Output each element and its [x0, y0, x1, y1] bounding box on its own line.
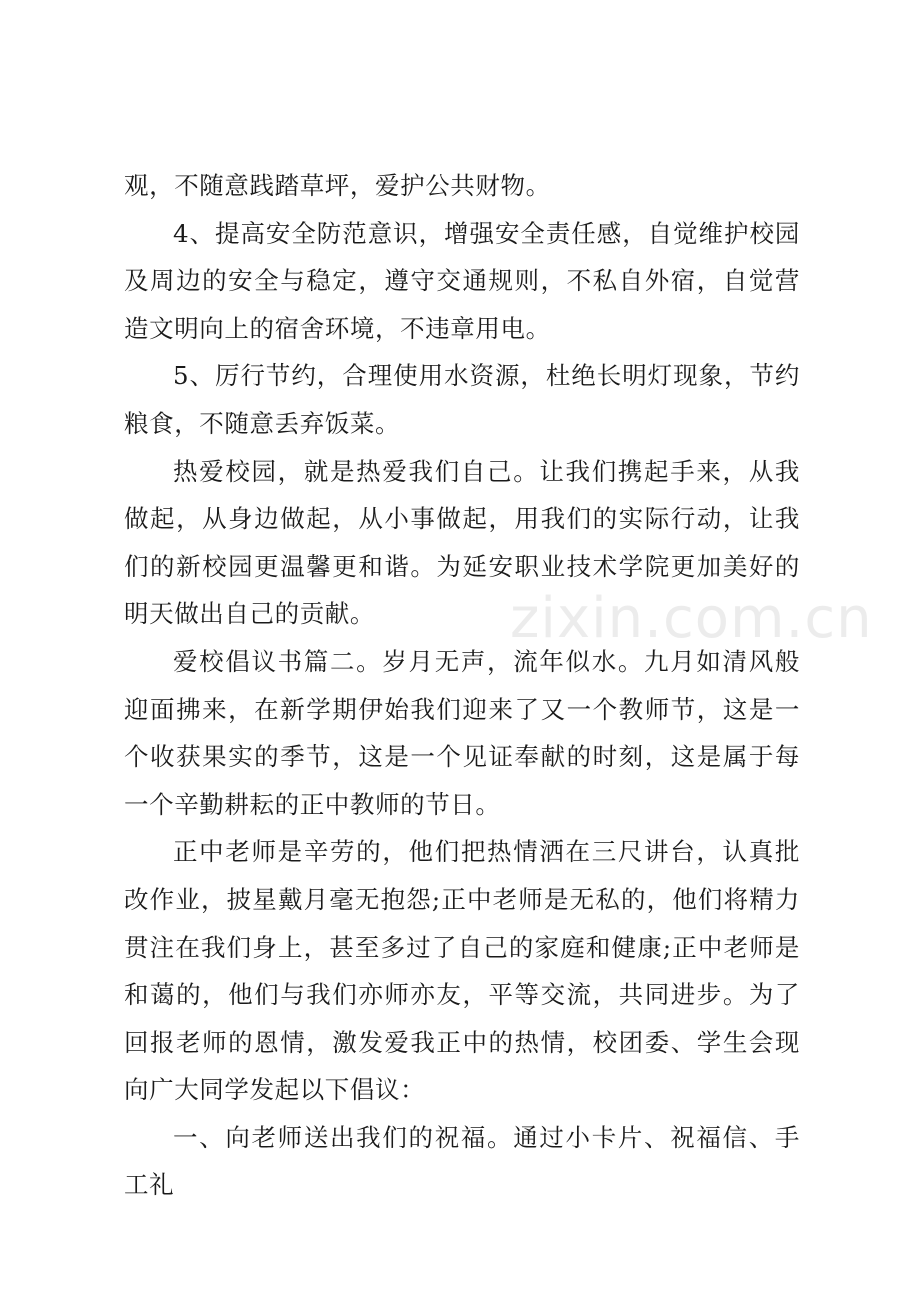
paragraph-2: 4、提高安全防范意识，增强安全责任感，自觉维护校园及周边的安全与稳定，遵守交通规则，不私自外宿，自觉营造文明向上的宿舍环境，不违章用电。 — [124, 218, 800, 343]
paragraph-3: 5、厉行节约，合理使用水资源，杜绝长明灯现象，节约粮食，不随意丢弃饭菜。 — [124, 361, 800, 438]
paragraph-5: 爱校倡议书篇二。岁月无声，流年似水。九月如清风般迎面拂来，在新学期伊始我们迎来了又一个教师节，这是一个收获果实的季节，这是一个见证奉献的时刻，这是属于每一个辛勤耕耘的正中教师的节日。 — [124, 646, 800, 819]
paragraph-1: 观，不随意践踏草坪，爱护公共财物。 — [124, 171, 551, 200]
watermark-text: zixin.com.cn — [510, 586, 873, 651]
paragraph-7: 一、向老师送出我们的祝福。通过小卡片、祝福信、手工礼 — [124, 1122, 800, 1200]
paragraph-4: 热爱校园，就是热爱我们自己。让我们携起手来，从我做起，从身边做起，从小事做起，用我们的实际行动，让我们的新校园更温馨更和谐。为延安职业技术学院更加美好的明天做出自己的贡献。 — [124, 456, 800, 629]
paragraph-6: 正中老师是辛劳的，他们把热情洒在三尺讲台，认真批改作业，披星戴月毫无抱怨;正中老师是无私的，他们将精力贯注在我们身上，甚至多过了自己的家庭和健康;正中老师是和蔼的，他们与我们亦师亦友，平等交流，共同进步。为了回报老师的恩情，激发爱我正中的热情，校团委、学生会现向广大同学发起以下倡议： — [124, 837, 800, 1105]
document-body — [124, 162, 800, 1209]
